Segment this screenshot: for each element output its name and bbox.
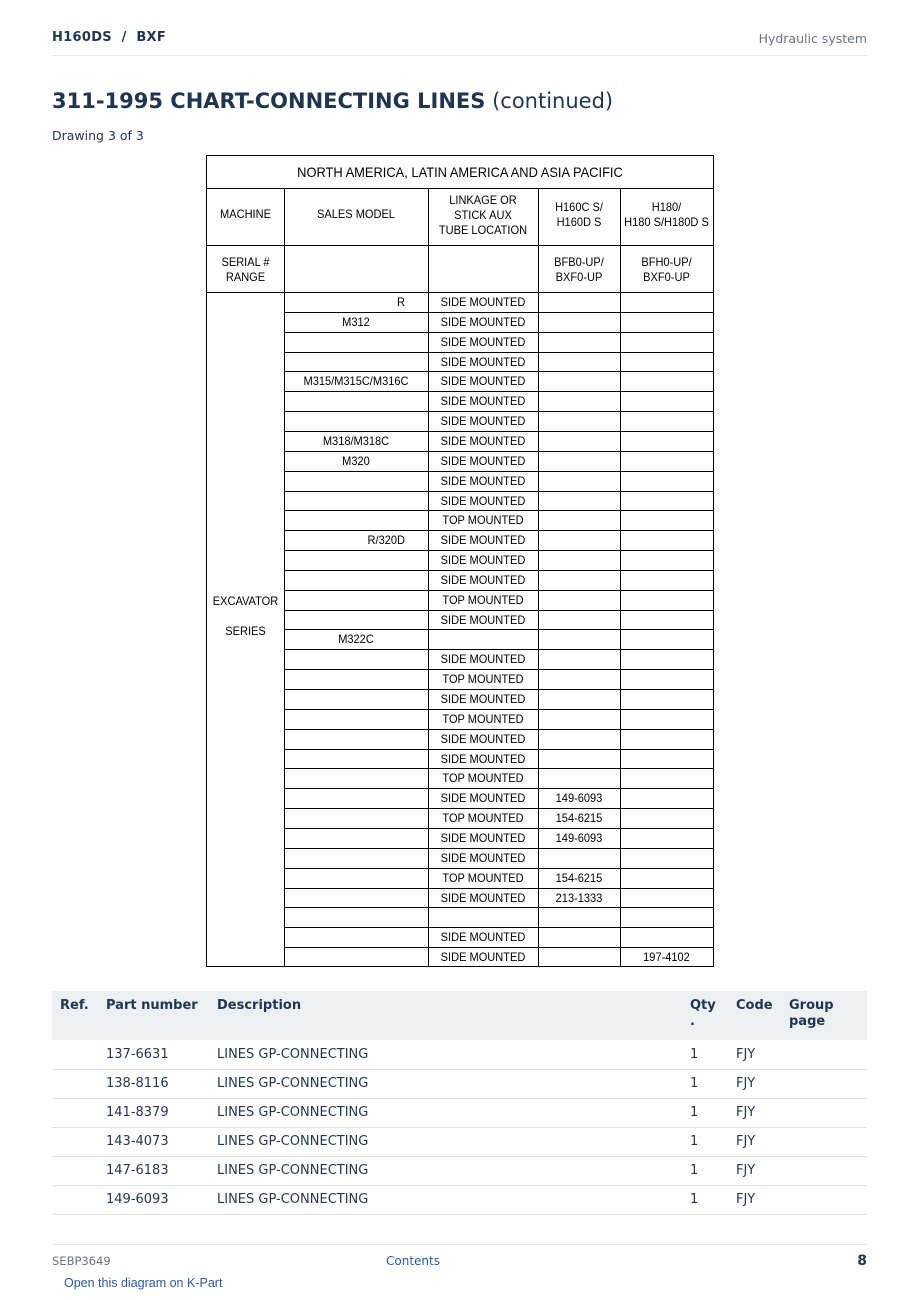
grid-line bbox=[284, 749, 713, 750]
ref-cell bbox=[52, 1069, 106, 1098]
grid-line bbox=[284, 471, 713, 472]
parts-table bbox=[52, 991, 867, 1215]
part-number-cell: 143-4073 bbox=[106, 1127, 217, 1156]
header-h180 bbox=[624, 200, 710, 230]
grid-line bbox=[284, 629, 713, 630]
serial-h180-line: BXF0-UP bbox=[643, 270, 690, 284]
group-page-cell bbox=[789, 1185, 867, 1214]
tube-location-cell: TOP MOUNTED bbox=[442, 593, 524, 607]
tube-location-cell: SIDE MOUNTED bbox=[440, 374, 526, 388]
tube-location-cell: SIDE MOUNTED bbox=[440, 930, 526, 944]
col-ref: Ref. bbox=[60, 998, 89, 1013]
tube-location-cell: TOP MOUNTED bbox=[442, 811, 524, 825]
grid-line bbox=[284, 510, 713, 511]
qty-cell: 1 bbox=[690, 1127, 736, 1156]
ref-cell bbox=[52, 1185, 106, 1214]
description-cell: LINES GP-CONNECTING bbox=[217, 1185, 690, 1214]
document-id: SEBP3649 bbox=[52, 1254, 111, 1268]
col-code: Code bbox=[736, 998, 773, 1013]
tube-location-cell: SIDE MOUNTED bbox=[440, 692, 526, 706]
group-page-cell bbox=[789, 1127, 867, 1156]
tube-location-cell: SIDE MOUNTED bbox=[440, 652, 526, 666]
part-number-cell: 137-6631 bbox=[106, 1040, 217, 1069]
tube-location-cell: TOP MOUNTED bbox=[442, 771, 524, 785]
grid-line bbox=[284, 689, 713, 690]
page-footer bbox=[52, 1244, 867, 1274]
grid-line bbox=[284, 431, 713, 432]
tube-location-cell: SIDE MOUNTED bbox=[440, 851, 526, 865]
machine-series-line: SERIES bbox=[225, 624, 266, 638]
tube-location-cell: TOP MOUNTED bbox=[442, 871, 524, 885]
part-number-cell: 147-6183 bbox=[106, 1156, 217, 1185]
grid-line bbox=[284, 570, 713, 571]
serial-h180 bbox=[624, 255, 710, 285]
header-sales-model: SALES MODEL bbox=[317, 207, 395, 221]
table-row bbox=[52, 1127, 867, 1156]
grid-line bbox=[284, 729, 713, 730]
tube-location-cell: SIDE MOUNTED bbox=[440, 474, 526, 488]
tube-location-cell: SIDE MOUNTED bbox=[440, 414, 526, 428]
grid-line bbox=[620, 188, 621, 966]
grid-line bbox=[284, 550, 713, 551]
kpart-link[interactable]: Open this diagram on K-Part bbox=[64, 1276, 223, 1290]
tube-location-cell: SIDE MOUNTED bbox=[440, 335, 526, 349]
header-linkage-line: STICK AUX bbox=[454, 208, 512, 222]
tube-location-cell: SIDE MOUNTED bbox=[440, 752, 526, 766]
grid-line bbox=[284, 371, 713, 372]
tube-location-cell: SIDE MOUNTED bbox=[440, 434, 526, 448]
serial-range-label bbox=[210, 255, 281, 285]
page-title bbox=[52, 89, 613, 113]
code-cell: FJY bbox=[736, 1156, 789, 1185]
code-cell: FJY bbox=[736, 1185, 789, 1214]
header-linkage-line: LINKAGE OR bbox=[449, 193, 517, 207]
table-row bbox=[52, 1069, 867, 1098]
tube-location-cell: SIDE MOUNTED bbox=[440, 950, 526, 964]
qty-cell: 1 bbox=[690, 1185, 736, 1214]
tube-location-cell: SIDE MOUNTED bbox=[440, 315, 526, 329]
h160-part-cell: 154-6215 bbox=[555, 871, 603, 885]
header-h180-line: H180 S/H180D S bbox=[624, 215, 709, 229]
description-cell: LINES GP-CONNECTING bbox=[217, 1127, 690, 1156]
parts-table-header bbox=[52, 991, 867, 1040]
col-group-page: Group page bbox=[789, 998, 834, 1029]
part-number-cell: 141-8379 bbox=[106, 1098, 217, 1127]
qty-cell: 1 bbox=[690, 1040, 736, 1069]
qty-cell: 1 bbox=[690, 1069, 736, 1098]
description-cell: LINES GP-CONNECTING bbox=[217, 1098, 690, 1127]
header-h160 bbox=[541, 200, 616, 230]
grid-line bbox=[284, 188, 285, 966]
code-cell: FJY bbox=[736, 1098, 789, 1127]
machine-series-line: EXCAVATOR bbox=[212, 594, 279, 608]
grid-line bbox=[538, 188, 539, 966]
serial-h160-line: BXF0-UP bbox=[555, 270, 603, 284]
header-h160-line: H160D S bbox=[556, 215, 602, 229]
grid-line bbox=[284, 868, 713, 869]
grid-line bbox=[284, 927, 713, 928]
group-page-cell bbox=[789, 1156, 867, 1185]
machine-series-label bbox=[210, 586, 281, 646]
serial-h160 bbox=[541, 255, 616, 285]
code-cell: FJY bbox=[736, 1127, 789, 1156]
grid-line bbox=[284, 888, 713, 889]
tube-location-cell: SIDE MOUNTED bbox=[440, 394, 526, 408]
grid-line bbox=[428, 188, 429, 966]
grid-line bbox=[284, 411, 713, 412]
col-description: Description bbox=[217, 998, 302, 1013]
grid-line bbox=[284, 610, 713, 611]
grid-line bbox=[284, 332, 713, 333]
code-cell: FJY bbox=[736, 1069, 789, 1098]
grid-line bbox=[284, 312, 713, 313]
grid-line bbox=[207, 292, 713, 293]
grid-line bbox=[284, 391, 713, 392]
sales-model-cell: R/320D bbox=[367, 533, 405, 547]
table-row bbox=[52, 1185, 867, 1214]
header-linkage-line: TUBE LOCATION bbox=[438, 223, 528, 237]
tube-location-cell: SIDE MOUNTED bbox=[440, 533, 526, 547]
header-machine: MACHINE bbox=[220, 207, 271, 221]
group-page-cell bbox=[789, 1098, 867, 1127]
serial-label-line: RANGE bbox=[225, 270, 266, 284]
grid-line bbox=[284, 808, 713, 809]
sales-model-cell: M315/M315C/M316C bbox=[303, 374, 409, 388]
tube-location-cell: SIDE MOUNTED bbox=[440, 454, 526, 468]
description-cell: LINES GP-CONNECTING bbox=[217, 1040, 690, 1069]
tube-location-cell: SIDE MOUNTED bbox=[440, 355, 526, 369]
header-h160-line: H160C S/ bbox=[555, 200, 603, 214]
serial-label-line: SERIAL # bbox=[221, 255, 270, 269]
contents-link[interactable]: Contents bbox=[386, 1254, 440, 1268]
tube-location-cell: TOP MOUNTED bbox=[442, 672, 524, 686]
header-linkage bbox=[432, 193, 533, 238]
chart-region-title: NORTH AMERICA, LATIN AMERICA AND ASIA PACIFIC bbox=[297, 164, 623, 180]
title-main: 311-1995 CHART-CONNECTING LINES bbox=[52, 89, 486, 113]
ref-cell bbox=[52, 1127, 106, 1156]
tube-location-cell: SIDE MOUNTED bbox=[440, 553, 526, 567]
grid-line bbox=[284, 530, 713, 531]
grid-line bbox=[284, 947, 713, 948]
drawing-note: Drawing 3 of 3 bbox=[52, 128, 144, 143]
table-row bbox=[52, 1156, 867, 1185]
description-cell: LINES GP-CONNECTING bbox=[217, 1156, 690, 1185]
h160-part-cell: 149-6093 bbox=[555, 791, 603, 805]
grid-line bbox=[284, 590, 713, 591]
h160-part-cell: 213-1333 bbox=[555, 891, 603, 905]
grid-line bbox=[284, 828, 713, 829]
tube-location-cell: SIDE MOUNTED bbox=[440, 732, 526, 746]
grid-line bbox=[284, 768, 713, 769]
connecting-lines-chart bbox=[206, 155, 714, 967]
qty-cell: 1 bbox=[690, 1098, 736, 1127]
h180-part-cell: 197-4102 bbox=[643, 950, 690, 964]
ref-cell bbox=[52, 1098, 106, 1127]
sales-model-cell: R bbox=[396, 295, 405, 309]
tube-location-cell: SIDE MOUNTED bbox=[440, 831, 526, 845]
tube-location-cell: TOP MOUNTED bbox=[442, 513, 524, 527]
grid-line bbox=[284, 451, 713, 452]
ref-cell bbox=[52, 1156, 106, 1185]
part-number-cell: 138-8116 bbox=[106, 1069, 217, 1098]
table-row bbox=[52, 1040, 867, 1069]
col-qty: Qty . bbox=[690, 998, 716, 1029]
grid-line bbox=[284, 491, 713, 492]
description-cell: LINES GP-CONNECTING bbox=[217, 1069, 690, 1098]
part-number-cell: 149-6093 bbox=[106, 1185, 217, 1214]
tube-location-cell: SIDE MOUNTED bbox=[440, 295, 526, 309]
sales-model-cell: M320 bbox=[342, 454, 370, 468]
grid-line bbox=[284, 669, 713, 670]
page-header bbox=[52, 28, 867, 56]
tube-location-cell: SIDE MOUNTED bbox=[440, 573, 526, 587]
page-number: 8 bbox=[857, 1253, 867, 1269]
tube-location-cell: SIDE MOUNTED bbox=[440, 613, 526, 627]
sales-model-cell: M318/M318C bbox=[322, 434, 390, 448]
grid-line bbox=[284, 352, 713, 353]
grid-line bbox=[284, 848, 713, 849]
title-suffix: (continued) bbox=[485, 89, 614, 113]
tube-location-cell: SIDE MOUNTED bbox=[440, 791, 526, 805]
grid-line bbox=[207, 245, 713, 246]
h160-part-cell: 149-6093 bbox=[555, 831, 603, 845]
col-part-number: Part number bbox=[106, 998, 198, 1013]
grid-line bbox=[207, 188, 713, 189]
section-label: Hydraulic system bbox=[758, 31, 867, 46]
tube-location-cell: SIDE MOUNTED bbox=[440, 494, 526, 508]
grid-line bbox=[284, 709, 713, 710]
grid-line bbox=[284, 788, 713, 789]
grid-line bbox=[284, 907, 713, 908]
ref-cell bbox=[52, 1040, 106, 1069]
serial-h160-line: BFB0-UP/ bbox=[554, 255, 604, 269]
table-row bbox=[52, 1098, 867, 1127]
tube-location-cell: TOP MOUNTED bbox=[442, 712, 524, 726]
qty-cell: 1 bbox=[690, 1156, 736, 1185]
group-page-cell bbox=[789, 1040, 867, 1069]
header-h180-line: H180/ bbox=[651, 200, 682, 214]
grid-line bbox=[284, 649, 713, 650]
tube-location-cell: SIDE MOUNTED bbox=[440, 891, 526, 905]
serial-h180-line: BFH0-UP/ bbox=[641, 255, 692, 269]
group-page-cell bbox=[789, 1069, 867, 1098]
sales-model-cell: M312 bbox=[342, 315, 370, 329]
sales-model-cell: M322C bbox=[338, 632, 374, 646]
model-label: H160DS / BXF bbox=[52, 30, 167, 45]
code-cell: FJY bbox=[736, 1040, 789, 1069]
h160-part-cell: 154-6215 bbox=[555, 811, 603, 825]
